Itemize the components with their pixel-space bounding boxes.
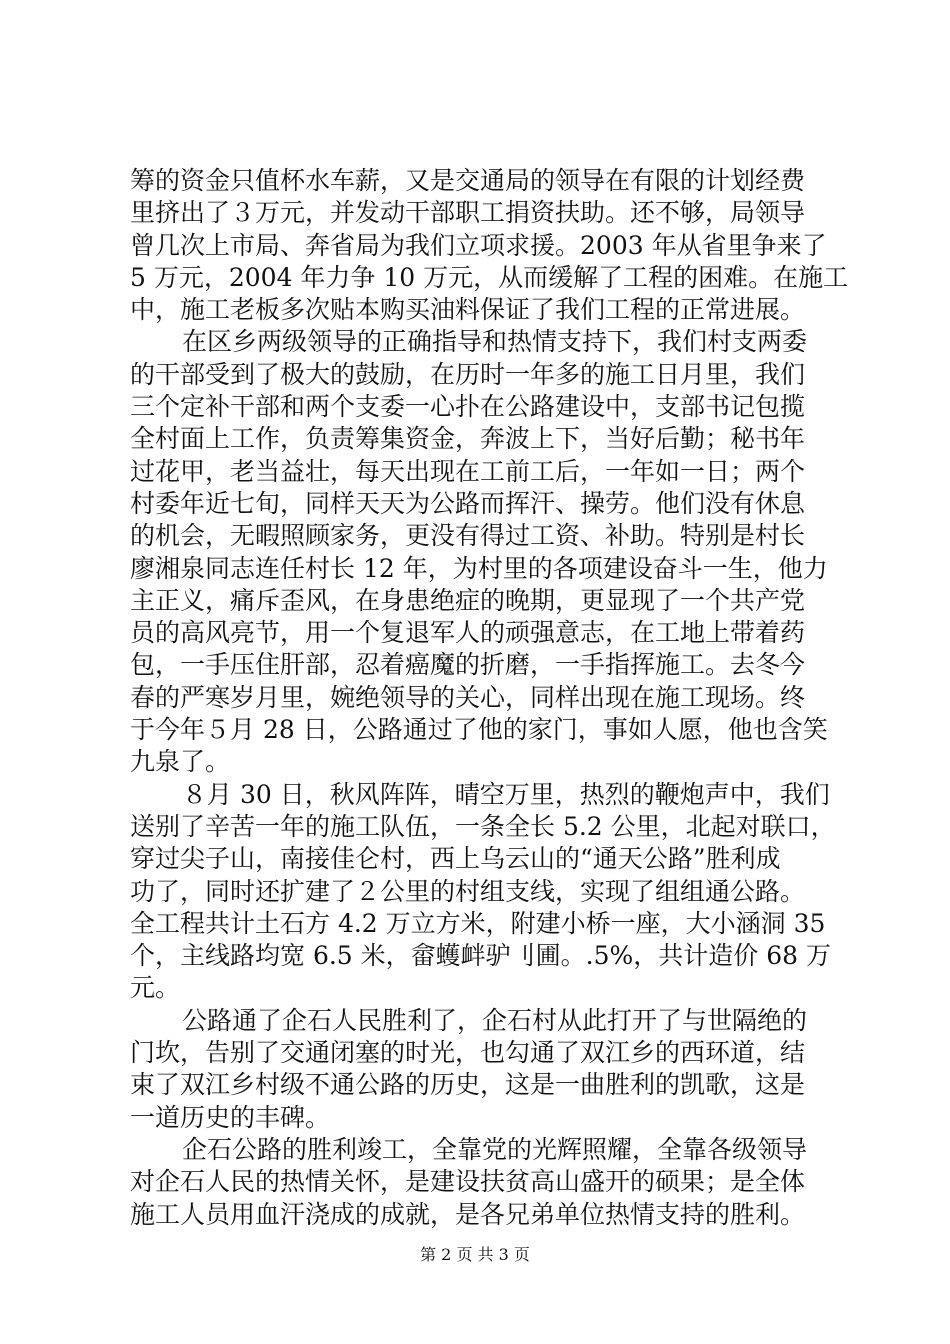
text-line: 包，一手压住肝部，忍着癌魔的折磨，一手指挥施工。去冬今 — [130, 650, 806, 680]
text-line: 门坎，告别了交通闭塞的时光，也勾通了双江乡的西环道，结 — [130, 1038, 806, 1068]
text-line: 送别了辛苦一年的施工队伍，一条全长 5.2 公里，北起对联口， — [130, 811, 836, 841]
text-line: 束了双江乡村级不通公路的历史，这是一曲胜利的凯歌，这是 — [130, 1070, 806, 1100]
text-line: 村委年近七旬，同样天天为公路而挥汗、操劳。他们没有休息 — [130, 488, 806, 518]
text-line: 在区乡两级领导的正确指导和热情支持下，我们村支两委 — [182, 327, 808, 357]
text-line: 主正义，痛斥歪风，在身患绝症的晚期，更显现了一个共产党 — [130, 585, 806, 615]
text-line: 于今年５月 28 日，公路通过了他的家门，事如人愿，他也含笑 — [130, 715, 828, 745]
text-line: 元。 — [130, 973, 181, 1003]
text-line: 三个定补干部和两个支委一心扑在公路建设中，支部书记包揽 — [130, 392, 806, 422]
text-line: 的机会，无暇照顾家务，更没有得过工资、补助。特别是村长 — [130, 521, 806, 551]
text-line: 全工程共计土石方 4.2 万立方米，附建小桥一座，大小涵洞 35 — [130, 908, 826, 938]
text-line: 过花甲，老当益壮，每天出现在工前工后，一年如一日；两个 — [130, 456, 806, 486]
text-line: 春的严寒岁月里，婉绝领导的关心，同样出现在施工现场。终 — [130, 682, 806, 712]
page-footer: 第 2 页 共 3 页 — [420, 1245, 530, 1264]
text-line: 施工人员用血汗浇成的成就，是各兄弟单位热情支持的胜利。 — [130, 1199, 806, 1229]
text-line: 公路通了企石人民胜利了，企石村从此打开了与世隔绝的 — [182, 1005, 808, 1035]
text-line: 里挤出了３万元，并发动干部职工捐资扶助。还不够，局领导 — [130, 198, 806, 228]
text-line: 曾几次上市局、奔省局为我们立项求援。2003 年从省里争来了 — [130, 230, 827, 260]
text-line: 员的高风亮节，用一个复退军人的顽强意志，在工地上带着药 — [130, 618, 806, 648]
text-line: 一道历史的丰碑。 — [130, 1102, 331, 1132]
text-line: 的干部受到了极大的鼓励，在历时一年多的施工日月里，我们 — [130, 359, 806, 389]
text-line: 九泉了。 — [130, 747, 231, 777]
text-line: 对企石人民的热情关怀，是建设扶贫高山盛开的硕果；是全体 — [130, 1167, 806, 1197]
text-line: 廖湘泉同志连任村长 12 年，为村里的各项建设奋斗一生，他力 — [130, 553, 828, 583]
text-line: ８月 30 日，秋风阵阵，晴空万里，热烈的鞭炮声中，我们 — [182, 779, 830, 809]
text-line: 5 万元，2004 年力争 10 万元，从而缓解了工程的困难。在施工 — [130, 262, 849, 292]
text-line: 穿过尖子山，南接佳仑村，西上乌云山的“通天公路”胜利成 — [130, 844, 781, 874]
text-line: 筹的资金只值杯水车薪，又是交通局的领导在有限的计划经费 — [130, 166, 806, 195]
text-line: 个，主线路均宽 6.5 米，畲蠖衅驴刂圃。.5%，共计造价 68 万 — [130, 941, 831, 971]
text-line: 企石公路的胜利竣工，全靠党的光辉照耀，全靠各级领导 — [182, 1134, 808, 1164]
text-line: 功了，同时还扩建了２公里的村组支线，实现了组组通公路。 — [130, 876, 806, 906]
text-line: 中，施工老板多次贴本购买油料保证了我们工程的正常进展。 — [130, 295, 806, 325]
text-line: 全村面上工作，负责筹集资金，奔波上下，当好后勤；秘书年 — [130, 424, 806, 454]
body-text — [130, 165, 849, 1231]
